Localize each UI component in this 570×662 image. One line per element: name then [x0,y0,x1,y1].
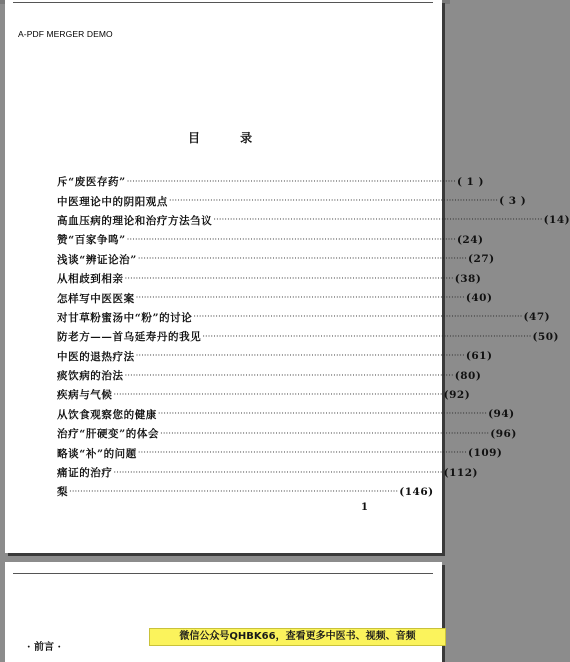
toc-entry[interactable] [57,463,479,482]
toc-leader-dots: ························································································································ [126,234,456,244]
toc-entry-page: (24) [456,233,484,246]
toc-list [57,172,570,502]
toc-entry[interactable] [57,308,551,327]
toc-entry-page: (14) [543,214,570,227]
toc-entry-title: 痛证的治疗 [57,467,113,480]
toc-entry-title: 斥“废医存药” [57,176,126,189]
toc-leader-dots: ························································································································ [69,486,399,496]
toc-entry[interactable] [57,211,570,230]
toc-leader-dots: ························································································································ [113,467,443,477]
toc-entry-title: 痰饮病的治法 [57,370,124,383]
toc-entry-page: (38) [454,272,482,285]
page-top-rule [13,2,433,3]
toc-entry[interactable] [57,385,471,404]
toc-entry-title: 中医的退热疗法 [57,350,135,363]
toc-entry-title: 治疗“肝硬变”的体会 [57,428,160,441]
toc-entry-page: ( 3 ) [499,195,527,208]
toc-entry-title: 梨 [57,486,69,499]
toc-entry-page: (61) [465,350,493,363]
toc-entry-page: (40) [465,292,493,305]
toc-entry[interactable] [57,424,517,443]
toc-entry-title: 防老方——首乌延寿丹的我见 [57,331,202,344]
toc-entry-title: 疾病与气候 [57,389,113,402]
document-page-1 [5,0,570,553]
toc-entry[interactable] [57,443,503,462]
toc-entry-title: 对甘草粉蜜汤中“粉”的讨论 [57,311,193,324]
toc-entry-page: (96) [490,427,517,440]
toc-entry-title: 中医理论中的阴阳观点 [57,195,168,208]
toc-entry[interactable] [57,250,495,269]
toc-heading: 目 录 [188,131,271,145]
document-page-2 [5,562,442,662]
toc-entry[interactable] [57,191,527,210]
toc-entry-page: (47) [523,311,551,324]
toc-entry-title: 从相歧到相亲 [57,273,124,286]
toc-leader-dots: ························································································································ [202,331,532,341]
toc-entry[interactable] [57,405,515,424]
toc-leader-dots: ························································································································ [124,273,454,283]
toc-leader-dots: ························································································································ [157,409,488,419]
toc-entry-title: 略谈“补”的问题 [57,447,137,460]
page-number: 1 [361,502,368,513]
toc-leader-dots: ························································································································ [193,312,523,322]
toc-entry[interactable] [57,230,484,249]
toc-entry-page: (112) [443,466,479,479]
toc-leader-dots: ························································································································ [160,428,490,438]
promo-banner: 微信公众号QHBK66，查看更多中医书、视频、音频 [149,628,446,646]
toc-entry[interactable] [57,482,434,501]
toc-entry-page: (109) [468,447,503,460]
watermark-text: A-PDF MERGER DEMO [18,29,113,39]
toc-entry[interactable] [57,366,482,385]
toc-entry-page: (146) [399,485,434,498]
toc-leader-dots: ························································································································ [113,389,443,399]
page-top-rule [13,573,433,574]
toc-entry[interactable] [57,327,560,346]
toc-leader-dots: ························································································································ [137,254,468,264]
toc-entry-title: 怎样写中医医案 [57,292,135,305]
toc-leader-dots: ························································································································ [213,215,543,225]
toc-entry[interactable] [57,347,493,366]
toc-entry-title: 浅谈“辨证论治” [57,253,137,266]
toc-leader-dots: ························································································································ [135,351,465,361]
toc-entry-title: 从饮食观察您的健康 [57,408,157,421]
toc-entry[interactable] [57,269,482,288]
toc-entry-title: 赞“百家争鸣” [57,234,126,247]
toc-entry-page: (94) [488,408,515,421]
toc-leader-dots: ························································································································ [135,293,465,303]
toc-entry-title: 高血压病的理论和治疗方法刍议 [57,214,213,227]
page2-partial-text: · 前言 · [27,642,61,653]
toc-leader-dots: ························································································································ [137,448,468,458]
toc-entry[interactable] [57,288,493,307]
toc-entry-page: (80) [454,369,482,382]
toc-leader-dots: ························································································································ [126,176,456,186]
toc-leader-dots: ························································································································ [124,370,454,380]
toc-leader-dots: ························································································································ [169,196,499,206]
toc-entry[interactable] [57,172,484,191]
toc-entry-page: ( 1 ) [456,175,484,188]
toc-entry-page: (27) [468,253,495,266]
toc-entry-page: (92) [443,388,471,401]
toc-entry-page: (50) [532,330,560,343]
